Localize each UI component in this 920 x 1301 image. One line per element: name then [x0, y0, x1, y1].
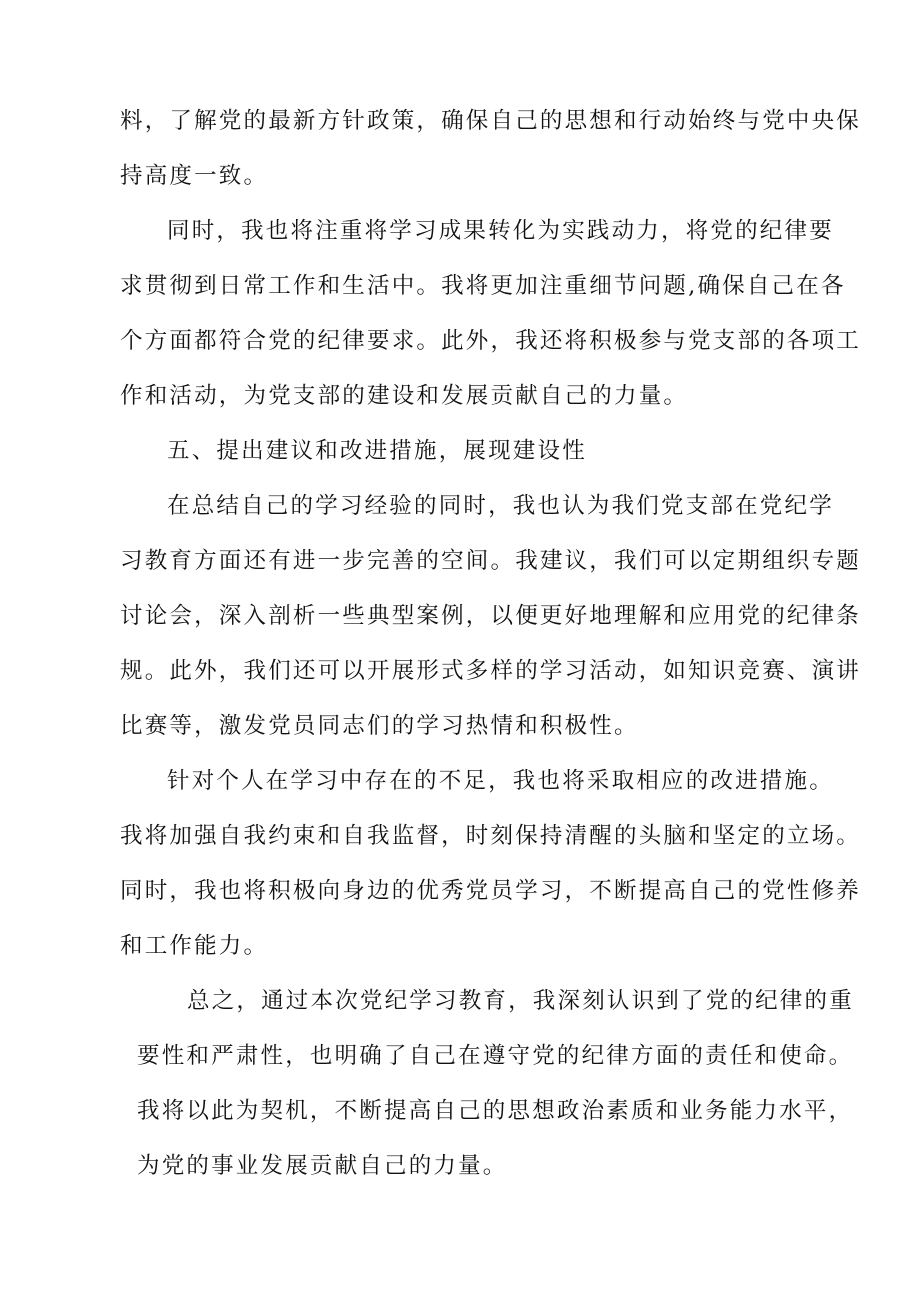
text-line-3: 同时，我也将注重将学习成果转化为实践动力，将党的纪律要 — [167, 218, 834, 244]
text-line-4: 求贯彻到日常工作和生活中。我将更加注重细节问题,确保自己在各 — [120, 273, 846, 299]
text-line-13: 针对个人在学习中存在的不足，我也将采取相应的改进措施。 — [167, 768, 834, 794]
section-heading-5: 五、提出建议和改进措施，展现建设性 — [167, 438, 587, 464]
text-line-19: 我将以此为契机，不断提高自己的思想政治素质和业务能力水平， — [137, 1098, 854, 1124]
text-line-15: 同时，我也将积极向身边的优秀党员学习，不断提高自己的党性修养 — [120, 878, 862, 904]
text-line-5: 个方面都符合党的纪律要求。此外，我还将积极参与党支部的各项工 — [120, 328, 862, 354]
text-line-2: 持高度一致。 — [120, 163, 269, 189]
text-line-17: 总之，通过本次党纪学习教育，我深刻认识到了党的纪律的重 — [187, 988, 854, 1014]
text-line-1: 料，了解党的最新方针政策，确保自己的思想和行动始终与党中央保 — [120, 108, 862, 134]
text-line-9: 习教育方面还有进一步完善的空间。我建议，我们可以定期组织专题 — [120, 548, 862, 574]
text-line-14: 我将加强自我约束和自我监督，时刻保持清醒的头脑和坚定的立场。 — [120, 823, 862, 849]
text-line-20: 为党的事业发展贡献自己的力量。 — [137, 1153, 508, 1179]
text-line-6: 作和活动，为党支部的建设和发展贡献自己的力量。 — [120, 383, 689, 409]
text-line-11: 规。此外，我们还可以开展形式多样的学习活动，如知识竞赛、演讲 — [120, 658, 862, 684]
text-line-16: 和工作能力。 — [120, 933, 269, 959]
text-line-18: 要性和严肃性，也明确了自己在遵守党的纪律方面的责任和使命。 — [137, 1043, 854, 1069]
text-line-10: 讨论会，深入剖析一些典型案例，以便更好地理解和应用党的纪律条 — [120, 603, 862, 629]
text-line-12: 比赛等，激发党员同志们的学习热情和积极性。 — [120, 713, 639, 739]
text-line-8: 在总结自己的学习经验的同时，我也认为我们党支部在党纪学 — [167, 493, 834, 519]
